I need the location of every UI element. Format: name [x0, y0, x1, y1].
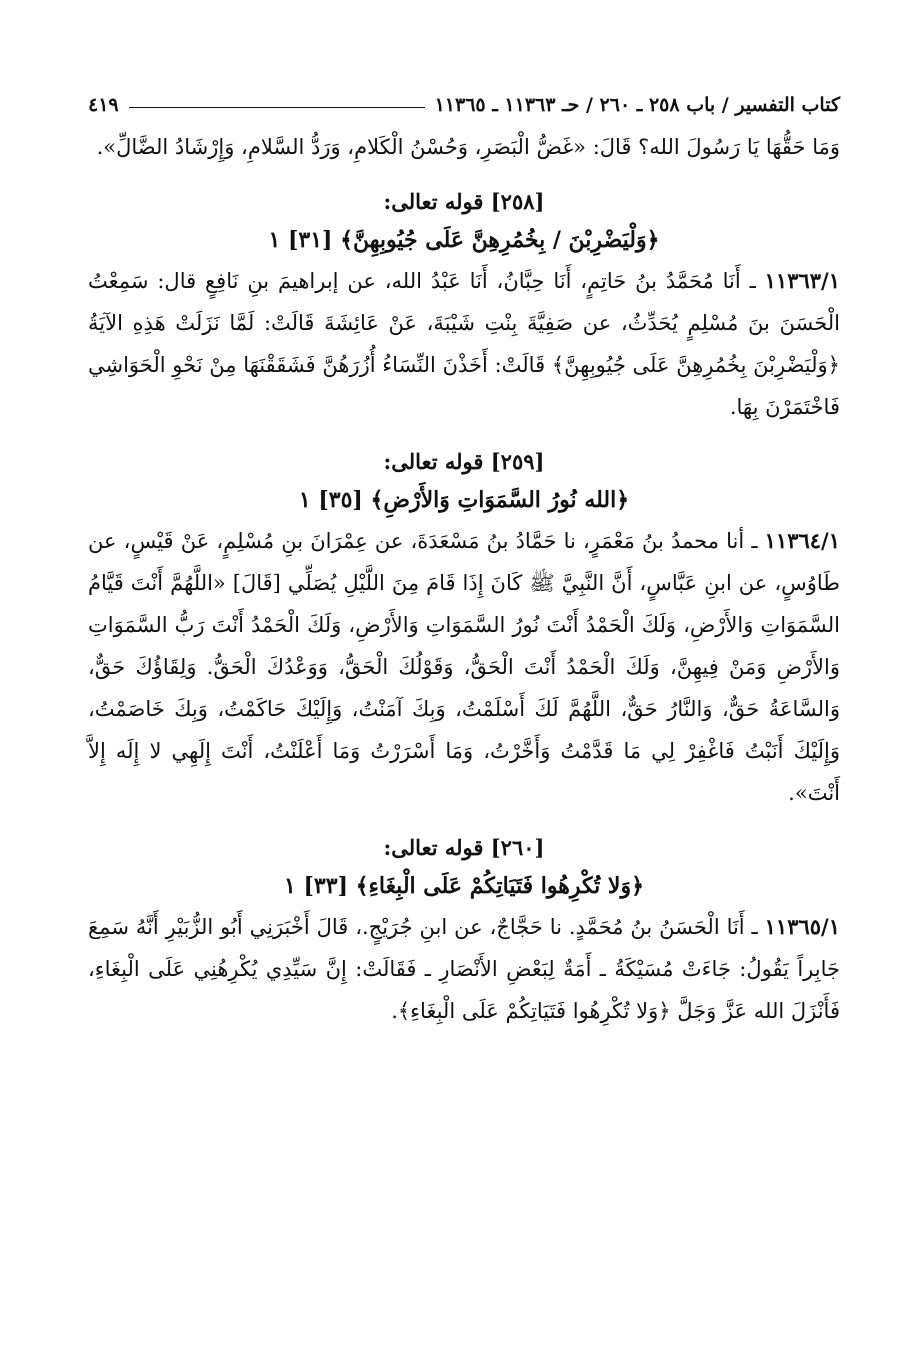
hadith-paragraph — [88, 260, 840, 428]
hadith-number: ١١٣٦٥/١ — [764, 914, 840, 939]
hadith-text: ـ أنا محمدُ بنُ مَعْمَرٍ، نا حَمَّادُ بنُ مَسْعَدَةَ، عن عِمْرَانَ بنِ مُسْلِمٍ، عَنْ قَيْسٍ، عن طَاوُسٍ، عن ابنِ عَبَّاسٍ، أَنَّ النَّبِيَّ ﷺ كَانَ إِذَا قَامَ مِنَ اللَّيْلِ يُصَلِّي [قَالَ] «اللَّهُمَّ أَنْتَ قَيَّامُ السَّمَوَاتِ وَالأَرْضِ، وَلَكَ الْحَمْدُ أَنْتَ نُورُ السَّمَوَاتِ وَالأَرْضِ، وَلَكَ الْحَمْدُ أَنْتَ رَبُّ السَّمَوَاتِ وَالأَرْضِ وَمَنْ فِيهِنَّ، وَلَكَ الْحَمْدُ أَنْتَ الْحَقُّ، وَقَوْلُكَ الْحَقُّ، وَوَعْدُكَ الْحَقُّ. وَلِقَاؤُكَ حَقٌّ، وَالسَّاعَةُ حَقٌّ، وَالنَّارُ حَقٌّ، اللَّهُمَّ لَكَ أَسْلَمْتُ، وَبِكَ آمَنْتُ، وَإِلَيْكَ حَاكَمْتُ، وَبِكَ خَاصَمْتُ، وَإِلَيْكَ أَنَبْتُ فَاغْفِرْ لِي مَا قَدَّمْتُ وَأَخَّرْتُ، وَمَا أَسْرَرْتُ وَمَا أَعْلَنْتُ، أَنْتَ إِلَهِي لا إِلَه إِلاَّ أَنْتَ». — [88, 529, 840, 805]
quran-verse: ﴿الله نُورُ السَّمَوَاتِ وَالأَرْضِ﴾ [٣٥] ١ — [298, 487, 630, 513]
running-header-title: كتاب التفسير / باب ٢٥٨ ـ ٢٦٠ / حـ ١١٣٦٣ ـ ١١٣٦٥ — [434, 94, 840, 116]
book-page — [88, 82, 840, 1032]
hadith-number: ١١٣٦٣/١ — [764, 268, 840, 293]
quran-verse: ﴿وَلا تُكْرِهُوا فَتَيَاتِكُمْ عَلَى الْبِغَاءِ﴾ [٣٣] ١ — [284, 873, 644, 899]
section-heading — [88, 444, 840, 520]
page-number: ٤١٩ — [88, 94, 119, 116]
hadith-paragraph — [88, 520, 840, 814]
section-heading — [88, 184, 840, 260]
hadith-number: ١١٣٦٤/١ — [764, 528, 840, 553]
quran-verse: ﴿وَلْيَضْرِبْنَ / بِخُمُرِهِنَّ عَلَى جُيُوبِهِنَّ﴾ [٣١] ١ — [268, 227, 660, 253]
header-rule — [129, 107, 425, 108]
section-heading — [88, 830, 840, 906]
hadith-text: ـ أَنَا الْحَسَنُ بنُ مُحَمَّدٍ. نا حَجَّاجٌ، عن ابنِ جُرَيْجٍ.، قَالَ أَخْبَرَنِي أَبُو الزُّبَيْرِ أَنَّهُ سَمِعَ جَابِراً يَقُولُ: جَاءَتْ مُسَيْكَةُ ـ أَمَةٌ لِبَعْضِ الأَنْصَارِ ـ فَقَالَتْ: إِنَّ سَيِّدِي يُكْرِهُنِي عَلَى الْبِغَاءِ، فَأَنْزَلَ الله عَزَّ وَجَلَّ ﴿وَلا تُكْرِهُوا فَتَيَاتِكُمْ عَلَى الْبِغَاءِ﴾. — [88, 915, 840, 1023]
section-title: [٢٥٨] قوله تعالى: — [383, 189, 545, 214]
section-title: [٢٥٩] قوله تعالى: — [383, 449, 545, 474]
intro-paragraph: وَمَا حَقُّهَا يَا رَسُولَ الله؟ قَالَ: «غَضُّ الْبَصَرِ، وَحُسْنُ الْكَلامِ، وَرَدُّ السَّلامِ، وَإِرْشَادُ الضَّالِّ». — [96, 135, 840, 159]
running-header — [88, 82, 840, 116]
hadith-text: ـ أَنَا مُحَمَّدُ بنُ حَاتِمٍ، أَنَا حِبَّانُ، أَنَا عَبْدُ الله، عن إبراهيمَ بنِ نَافِعٍ قال: سَمِعْتُ الْحَسَنَ بنَ مُسْلِمٍ يُحَدِّثُ، عن صَفِيَّةَ بِنْتِ شَيْبَةَ، عَنْ عَائِشَةَ قَالَتْ: لَمَّا نَزَلَتْ هَذِهِ الآيَةُ ﴿وَلْيَضْرِبْنَ بِخُمُرِهِنَّ عَلَى جُيُوبِهِنَّ﴾ قَالَتْ: أَخَذْنَ النِّسَاءُ أُزُرَهُنَّ فَشَقَقْنَهَا مِنْ نَحْوِ الْحَوَاشِي فَاخْتَمَرْنَ بِهَا. — [88, 269, 840, 419]
hadith-paragraph — [88, 906, 840, 1032]
section-title: [٢٦٠] قوله تعالى: — [383, 835, 545, 860]
